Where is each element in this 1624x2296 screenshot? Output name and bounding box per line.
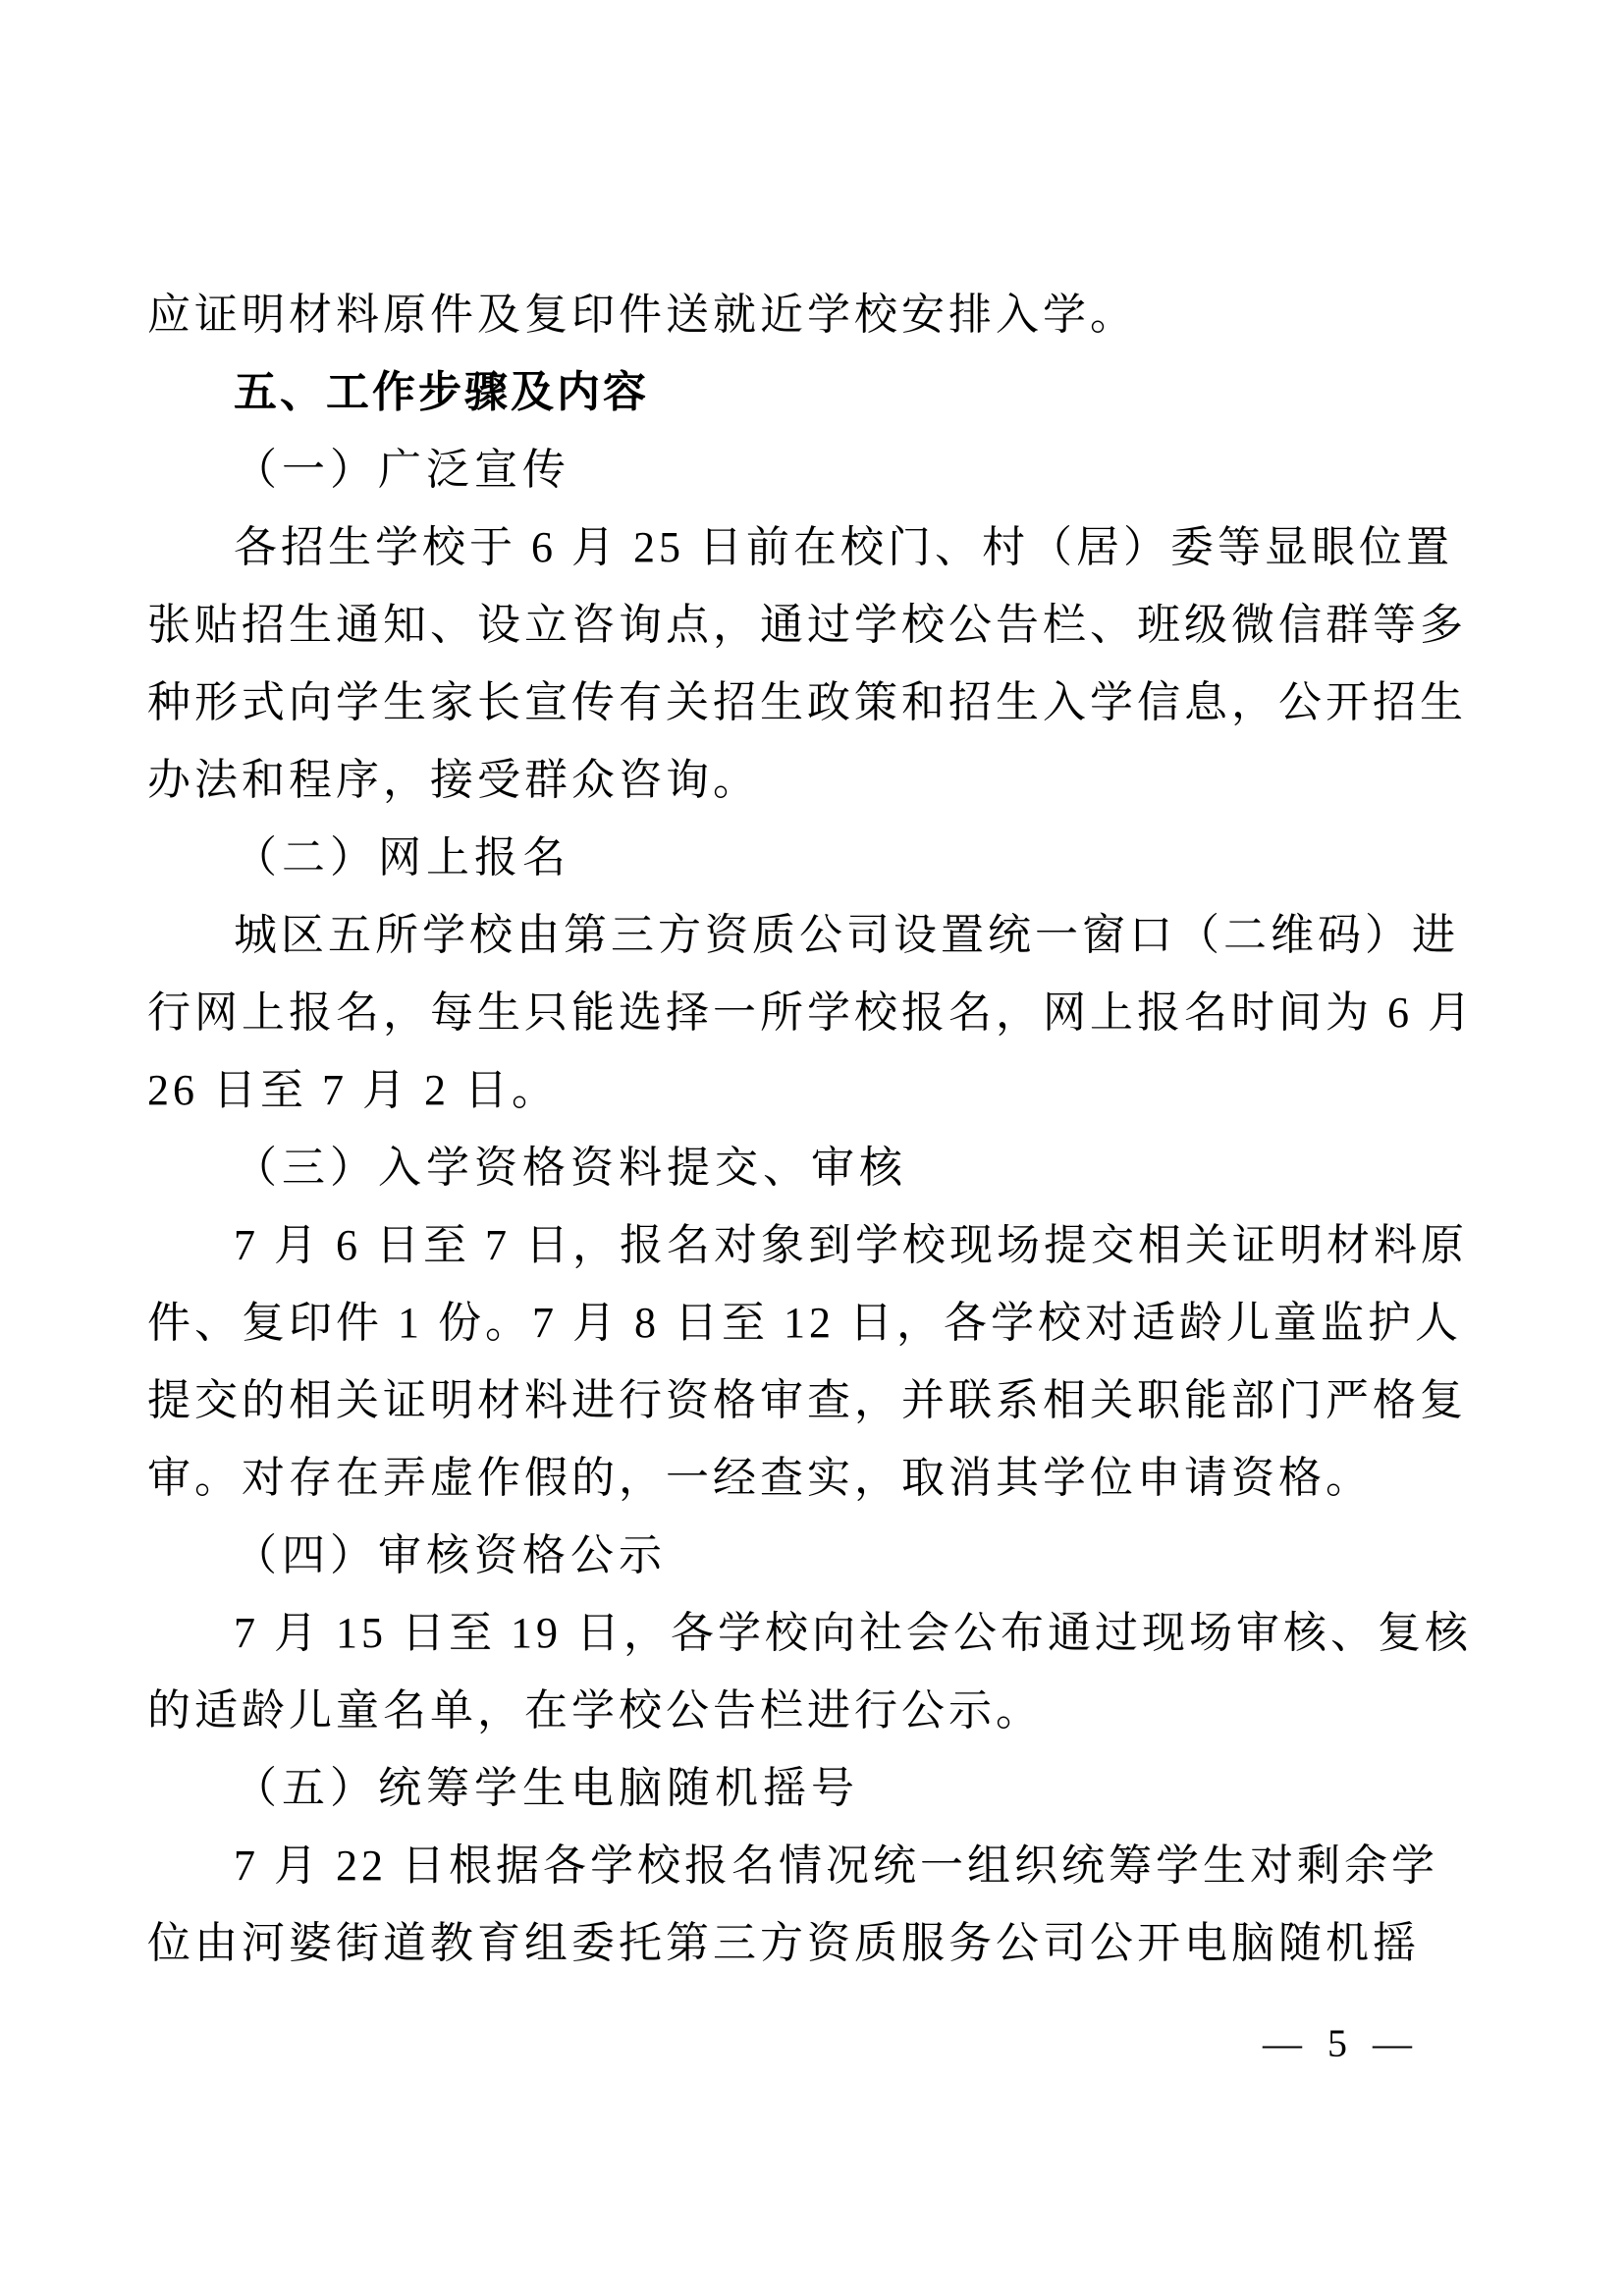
text-line: 办法和程序，接受群众咨询。 (147, 756, 760, 804)
text-line: 城区五所学校由第三方资质公司设置统一窗口（二维码）进 (234, 911, 1459, 959)
text-line: 7 月 15 日至 19 日，各学校向社会公布通过现场审核、复核 (234, 1609, 1472, 1657)
text-line: 审。对存在弄虚作假的，一经查实，取消其学位申请资格。 (147, 1454, 1373, 1502)
text-line: 种形式向学生家长宣传有关招生政策和招生入学信息，公开招生 (147, 678, 1467, 726)
text-line: 位由河婆街道教育组委托第三方资质服务公司公开电脑随机摇 (147, 1919, 1420, 1967)
section-heading: 五、工作步骤及内容 (234, 368, 649, 416)
document-body (147, 276, 1483, 1982)
text-line: 各招生学校于 6 月 25 日前在校门、村（居）委等显眼位置 (234, 523, 1453, 571)
page-number: — 5 — (1263, 2021, 1420, 2065)
text-line: 7 月 22 日根据各学校报名情况统一组织统筹学生对剩余学 (234, 1842, 1438, 1890)
subsection-heading: （四）审核资格公示 (234, 1531, 667, 1579)
text-line: 26 日至 7 月 2 日。 (147, 1066, 559, 1114)
text-line: 提交的相关证明材料进行资格审查，并联系相关职能部门严格复 (147, 1376, 1467, 1424)
text-line: 行网上报名，每生只能选择一所学校报名，网上报名时间为 6 月 (147, 988, 1475, 1037)
text-line: 应证明材料原件及复印件送就近学校安排入学。 (147, 291, 1137, 339)
subsection-heading: （一）广泛宣传 (234, 446, 570, 494)
text-line: 的适龄儿童名单，在学校公告栏进行公示。 (147, 1686, 1043, 1735)
text-line: 7 月 6 日至 7 日，报名对象到学校现场提交相关证明材料原 (234, 1221, 1468, 1269)
subsection-heading: （五）统筹学生电脑随机摇号 (234, 1764, 859, 1812)
text-line: 张贴招生通知、设立咨询点，通过学校公告栏、班级微信群等多 (147, 601, 1467, 649)
text-line: 件、复印件 1 份。7 月 8 日至 12 日，各学校对适龄儿童监护人 (147, 1299, 1462, 1347)
subsection-heading: （三）入学资格资料提交、审核 (234, 1144, 907, 1192)
subsection-heading: （二）网上报名 (234, 833, 570, 881)
